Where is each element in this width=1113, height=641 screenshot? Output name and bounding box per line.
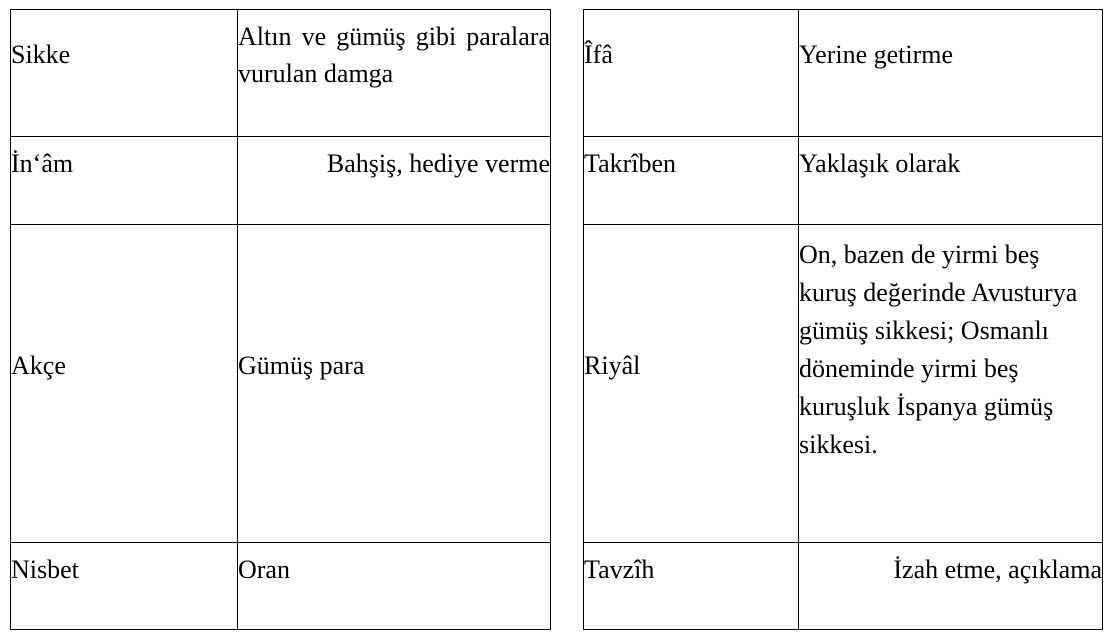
term-text: Sikke — [11, 40, 71, 69]
glossary-table-right — [583, 9, 1103, 630]
definition-cell — [238, 137, 551, 225]
definition-cell — [238, 225, 551, 543]
definition-text: Yerine getirme — [799, 40, 954, 69]
term-cell — [11, 225, 238, 543]
term-text: Nisbet — [11, 555, 79, 584]
definition-text: Gümüş para — [238, 351, 365, 380]
term-text: İn‘âm — [11, 149, 74, 178]
definition-cell — [238, 543, 551, 630]
glossary-table-left — [10, 9, 551, 630]
term-text: Akçe — [11, 351, 66, 380]
term-text: Riyâl — [584, 351, 641, 380]
definition-cell — [799, 225, 1103, 543]
term-cell — [11, 543, 238, 630]
term-text: Îfâ — [584, 40, 613, 69]
table-row — [584, 10, 1103, 137]
table-row — [584, 543, 1103, 630]
term-cell — [584, 543, 799, 630]
table-row — [11, 137, 551, 225]
definition-text: Oran — [238, 555, 290, 584]
term-cell — [584, 137, 799, 225]
term-cell — [11, 137, 238, 225]
table-row — [11, 543, 551, 630]
definition-cell — [799, 543, 1103, 630]
table-row — [11, 225, 551, 543]
term-text: Takrîben — [584, 149, 677, 178]
definition-cell — [799, 10, 1103, 137]
table-row — [584, 137, 1103, 225]
definition-text: İzah etme, açıklama — [893, 555, 1102, 584]
table-row — [11, 10, 551, 137]
definition-text: Bahşiş, hediye verme — [326, 149, 550, 178]
term-cell — [584, 10, 799, 137]
definition-text: On, bazen de yirmi beş kuruş değerinde Avusturya gümüş sikkesi; Osmanlı döneminde yirmi beş kuruşluk İspanya gümüş sikkesi. — [799, 240, 1078, 459]
term-text: Tavzîh — [584, 555, 655, 584]
definition-text: Yaklaşık olarak — [799, 149, 961, 178]
term-cell — [11, 10, 238, 137]
definition-cell — [238, 10, 551, 137]
table-row — [584, 225, 1103, 543]
definition-text: Altın ve gümüş gibi paralara vurulan damga — [238, 22, 550, 88]
definition-cell — [799, 137, 1103, 225]
term-cell — [584, 225, 799, 543]
